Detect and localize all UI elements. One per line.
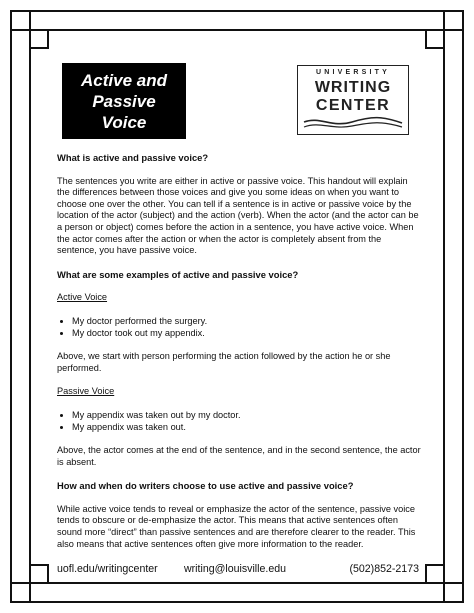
usage-paragraph: While active voice tends to reveal or emphasize the actor of the sentence, passive voice tends to obscure or de-emphasize the actor. This means that active sentences often sound more “direct” than passive sentences and are therefore clearer to the reader. This also means that active sentences often give more information to the reader. bbox=[57, 503, 416, 549]
active-voice-list bbox=[57, 316, 422, 339]
footer-email-link[interactable]: writing@louisville.edu bbox=[184, 563, 287, 575]
section-heading-examples: What are some examples of active and passive voice? bbox=[57, 268, 299, 280]
section-heading-how-when: How and when do writers choose to use active and passive voice? bbox=[57, 480, 354, 492]
active-voice-note: Above, we start with person performing the action followed by the action he or she performed. bbox=[57, 351, 391, 373]
list-item: • My doctor took out my appendix. bbox=[72, 328, 422, 340]
logo-writing-text: WRITING bbox=[314, 79, 392, 96]
logo-wave-icon bbox=[302, 116, 404, 130]
footer-website-link[interactable]: uofl.edu/writingcenter bbox=[57, 563, 158, 575]
title-line-1: Active and bbox=[81, 70, 167, 90]
section-heading-what-is: What is active and passive voice? bbox=[57, 152, 209, 163]
passive-voice-label: Passive Voice bbox=[57, 386, 115, 397]
logo-university-text: UNIVERSITY bbox=[315, 69, 390, 76]
writing-center-logo bbox=[297, 65, 409, 135]
handout-body bbox=[57, 152, 422, 562]
title-box bbox=[62, 63, 186, 139]
logo-center-text: CENTER bbox=[315, 97, 391, 114]
footer-phone: (502)852-2173 bbox=[349, 563, 419, 575]
list-item: • My appendix was taken out. bbox=[72, 422, 422, 434]
active-voice-label: Active Voice bbox=[57, 292, 108, 303]
passive-voice-list bbox=[57, 410, 422, 433]
passive-voice-note: Above, the actor comes at the end of the sentence, and in the second sentence, the actor is absent. bbox=[57, 445, 421, 467]
list-item: • My appendix was taken out by my doctor. bbox=[72, 410, 422, 422]
footer bbox=[57, 562, 419, 576]
title-line-2: Passive bbox=[92, 91, 156, 111]
intro-paragraph: The sentences you write are either in active or passive voice. This handout will explain the differences between those voices and give you some ideas on when you want to choose one over the other. You can tell if a sentence is in active or passive voice by the location of the actor (subject) and the action (verb). When the actor (and the actor can be a person or object) comes before the action in a sentence, you have active voice. When the actor comes after the action or when the actor is completely absent from the sentence, you have passive voice. bbox=[57, 175, 419, 256]
list-item: • My doctor performed the surgery. bbox=[72, 316, 422, 328]
title-line-3: Voice bbox=[101, 112, 147, 132]
